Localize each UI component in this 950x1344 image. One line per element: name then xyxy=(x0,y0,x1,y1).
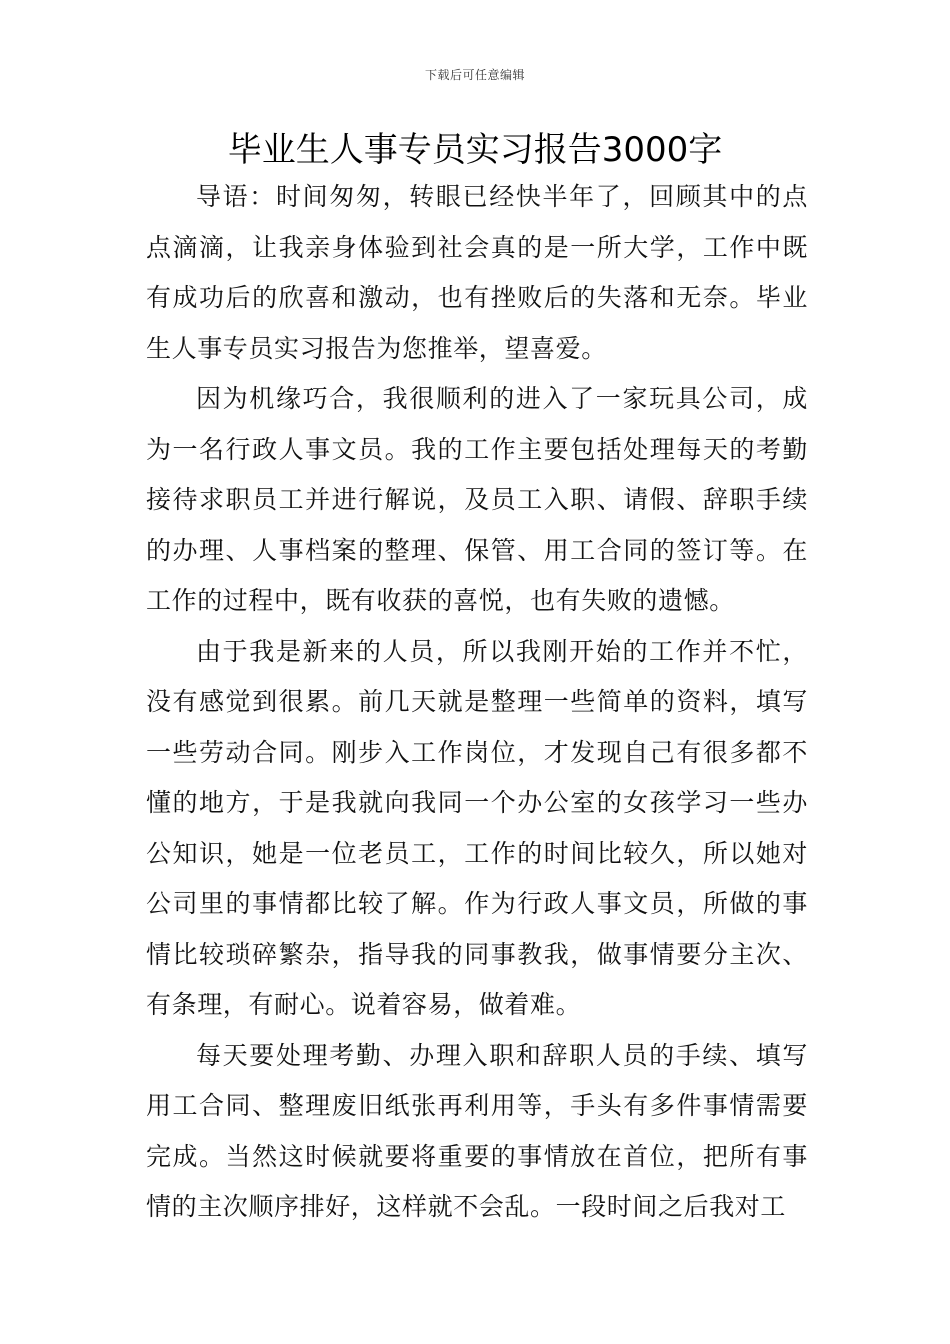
header-note: 下载后可任意编辑 xyxy=(424,68,525,82)
paragraph-job-duties: 因为机缘巧合，我很顺利的进入了一家玩具公司，成为一名行政人事文员。我的工作主要包括处理每天的考勤接待求职员工并进行解说，及员工入职、请假、辞职手续的办理、人事档案的整理、保管、用工合同的签订等。在工作的过程中，既有收获的喜悦，也有失败的遗憾。 xyxy=(146,384,808,615)
document-title: 毕业生人事专员实习报告3000字 xyxy=(227,130,723,170)
paragraph-intro: 导语：时间匆匆，转眼已经快半年了，回顾其中的点点滴滴，让我亲身体验到社会真的是一所大学，工作中既有成功后的欣喜和激动，也有挫败后的失落和无奈。毕业生人事专员实习报告为您推举，望喜爱。 xyxy=(146,182,808,363)
document-body xyxy=(146,172,808,1233)
paragraph-daily-tasks: 每天要处理考勤、办理入职和辞职人员的手续、填写用工合同、整理废旧纸张再利用等，手头有多件事情需要完成。当然这时候就要将重要的事情放在首位，把所有事情的主次顺序排好，这样就不会乱。一段时间之后我对工 xyxy=(146,1040,808,1221)
paragraph-learning: 由于我是新来的人员，所以我刚开始的工作并不忙，没有感觉到很累。前几天就是整理一些简单的资料，填写一些劳动合同。刚步入工作岗位，才发现自己有很多都不懂的地方，于是我就向我同一个办公室的女孩学习一些办公知识，她是一位老员工，工作的时间比较久，所以她对公司里的事情都比较了解。作为行政人事文员，所做的事情比较琐碎繁杂，指导我的同事教我，做事情要分主次、有条理，有耐心。说着容易，做着难。 xyxy=(146,636,808,1019)
